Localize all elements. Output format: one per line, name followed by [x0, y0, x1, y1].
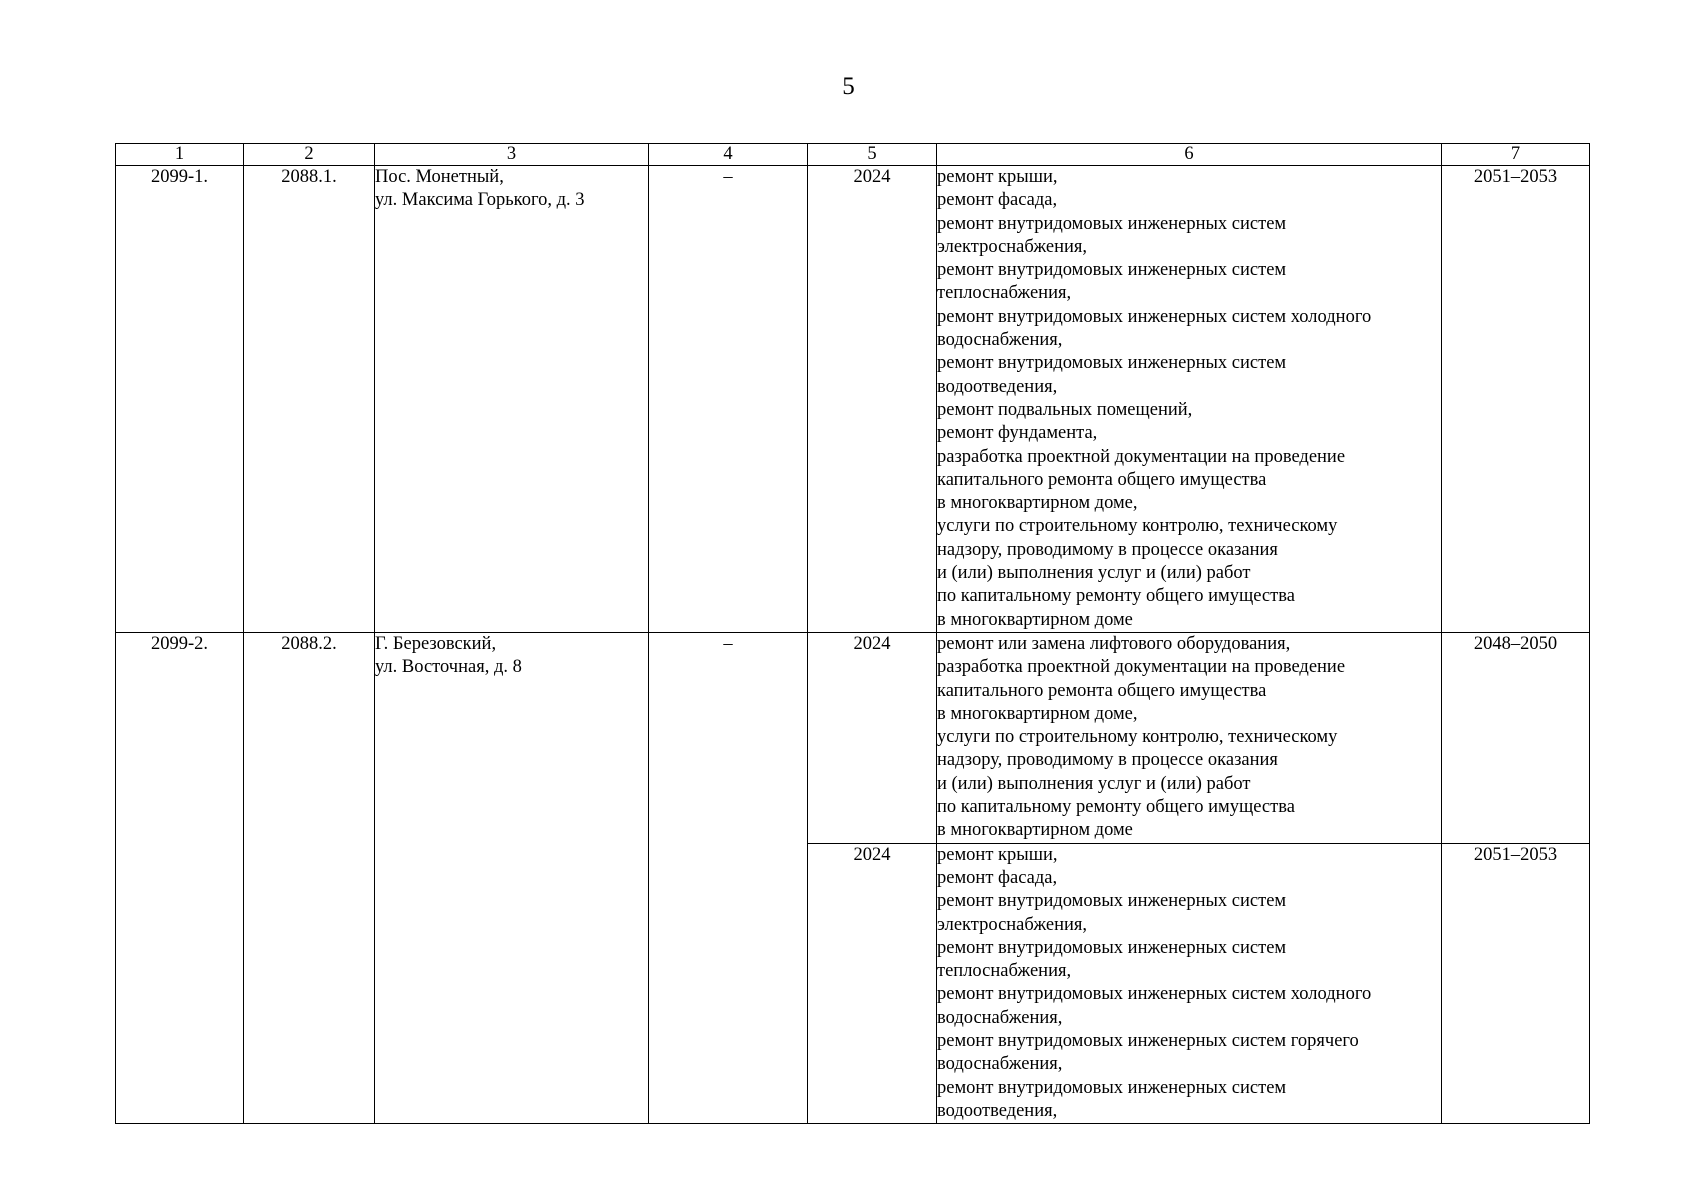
- work-line: ремонт внутридомовых инженерных систем холодного: [937, 306, 1372, 327]
- address-line: ул. Восточная, д. 8: [375, 657, 522, 678]
- work-line: ремонт внутридомовых инженерных систем: [937, 891, 1287, 912]
- work-line: водоснабжения,: [937, 1007, 1063, 1028]
- work-line: услуги по строительному контролю, техническому: [937, 727, 1338, 748]
- work-line: в многоквартирном доме: [937, 609, 1133, 630]
- work-line: ремонт крыши,: [937, 167, 1058, 187]
- work-line: электроснабжения,: [937, 914, 1088, 935]
- work-line: водоотведения,: [937, 376, 1058, 397]
- work-line: капитального ремонта общего имущества: [937, 680, 1267, 701]
- year-cell: 2024: [808, 166, 937, 633]
- ref-number: 2088.1.: [244, 166, 375, 633]
- work-line: ремонт внутридомовых инженерных систем холодного: [937, 984, 1372, 1005]
- table-row: [116, 166, 1590, 633]
- work-line: капитального ремонта общего имущества: [937, 469, 1267, 490]
- work-line: по капитальному ремонту общего имущества: [937, 586, 1295, 607]
- work-line: ремонт фасада,: [937, 867, 1058, 888]
- work-line: ремонт внутридомовых инженерных систем горячего: [937, 1030, 1359, 1051]
- ref-number: 2088.2.: [244, 632, 375, 1123]
- work-line: ремонт внутридомовых инженерных систем: [937, 937, 1287, 958]
- work-line: ремонт внутридомовых инженерных систем: [937, 353, 1287, 374]
- period-cell: 2051–2053: [1442, 166, 1590, 633]
- period-cell: 2048–2050: [1442, 632, 1590, 843]
- table-row: [116, 632, 1590, 843]
- work-line: водоснабжения,: [937, 330, 1063, 351]
- work-line: по капитальному ремонту общего имущества: [937, 797, 1295, 818]
- works-cell: [937, 166, 1442, 633]
- work-line: в многоквартирном доме,: [937, 493, 1138, 514]
- work-line: услуги по строительному контролю, техническому: [937, 516, 1338, 537]
- work-line: в многоквартирном доме,: [937, 703, 1138, 724]
- work-line: ремонт фасада,: [937, 190, 1058, 211]
- work-line: водоотведения,: [937, 1100, 1058, 1121]
- work-line: ремонт фундамента,: [937, 423, 1098, 444]
- work-line: теплоснабжения,: [937, 283, 1072, 304]
- work-line: ремонт внутридомовых инженерных систем: [937, 213, 1287, 234]
- row-number: 2099-2.: [116, 632, 244, 1123]
- work-line: и (или) выполнения услуг и (или) работ: [937, 563, 1251, 584]
- work-line: разработка проектной документации на проведение: [937, 657, 1346, 678]
- address-line: Пос. Монетный,: [375, 167, 504, 187]
- work-line: разработка проектной документации на проведение: [937, 446, 1346, 467]
- work-line: надзору, проводимому в процессе оказания: [937, 750, 1278, 771]
- works-cell: [937, 632, 1442, 843]
- work-line: ремонт крыши,: [937, 844, 1058, 865]
- column-header: 7: [1442, 144, 1590, 166]
- work-line: надзору, проводимому в процессе оказания: [937, 539, 1278, 560]
- period-cell: 2051–2053: [1442, 843, 1590, 1124]
- column-number-row: [116, 144, 1590, 166]
- work-line: ремонт внутридомовых инженерных систем: [937, 1077, 1287, 1098]
- work-line: в многоквартирном доме: [937, 820, 1133, 841]
- column-header: 1: [116, 144, 244, 166]
- row-number: 2099-1.: [116, 166, 244, 633]
- address-cell: [375, 632, 649, 1123]
- address-line: ул. Максима Горького, д. 3: [375, 190, 585, 211]
- year-cell: 2024: [808, 843, 937, 1124]
- address-line: Г. Березовский,: [375, 633, 497, 654]
- column-header: 6: [937, 144, 1442, 166]
- work-line: ремонт внутридомовых инженерных систем: [937, 260, 1287, 281]
- address-cell: [375, 166, 649, 633]
- work-line: электроснабжения,: [937, 236, 1088, 257]
- works-cell: [937, 843, 1442, 1124]
- column-4-value: –: [649, 632, 808, 1123]
- column-header: 2: [244, 144, 375, 166]
- work-line: ремонт или замена лифтового оборудования,: [937, 633, 1291, 654]
- capital-repair-table: [115, 143, 1590, 1124]
- work-line: и (или) выполнения услуг и (или) работ: [937, 773, 1251, 794]
- year-cell: 2024: [808, 632, 937, 843]
- column-4-value: –: [649, 166, 808, 633]
- page-number: 5: [842, 73, 855, 100]
- work-line: ремонт подвальных помещений,: [937, 399, 1193, 420]
- work-line: теплоснабжения,: [937, 961, 1072, 982]
- column-header: 3: [375, 144, 649, 166]
- column-header: 4: [649, 144, 808, 166]
- work-line: водоснабжения,: [937, 1054, 1063, 1075]
- column-header: 5: [808, 144, 937, 166]
